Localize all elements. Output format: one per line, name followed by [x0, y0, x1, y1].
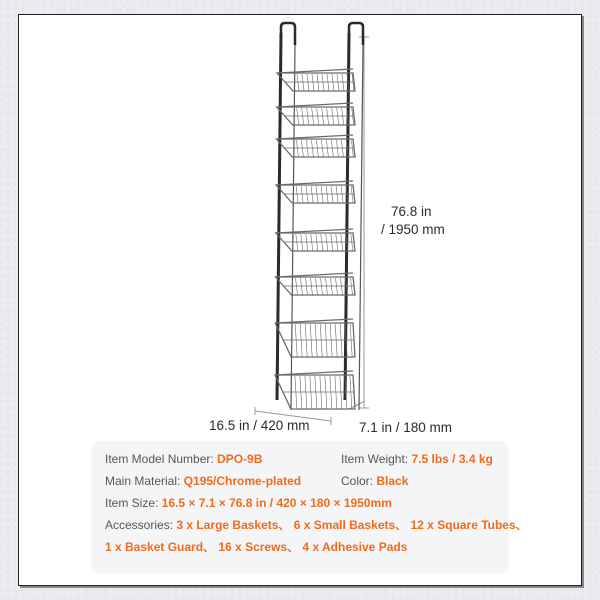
- spec-row-color: [341, 473, 408, 489]
- spec-row-material: [105, 473, 301, 489]
- product-card: [18, 14, 582, 586]
- width-label: 16.5 in / 420 mm: [209, 418, 310, 433]
- accessories-line-2: 1 x Basket Guard、 16 x Screws、 4 x Adhesive Pads: [105, 540, 408, 554]
- height-label-mm: / 1950 mm: [381, 222, 445, 237]
- baskets-group: [275, 69, 355, 409]
- material-label: Main Material:: [105, 474, 181, 488]
- spec-row-model: [105, 451, 262, 467]
- spec-row-accessories: [105, 517, 528, 533]
- basket: [276, 181, 355, 203]
- basket: [275, 371, 355, 409]
- spec-panel: [91, 441, 528, 573]
- weight-label: Item Weight:: [341, 452, 409, 466]
- basket: [276, 135, 355, 157]
- color-value: Black: [376, 474, 409, 488]
- model-value: DPO-9B: [217, 452, 263, 466]
- accessories-label: Accessories:: [105, 518, 174, 532]
- depth-label: 7.1 in / 180 mm: [359, 420, 453, 435]
- size-label: Item Size:: [105, 496, 159, 510]
- product-illustration: [19, 15, 583, 435]
- weight-value: 7.5 lbs / 3.4 kg: [411, 452, 493, 466]
- size-value: 16.5 × 7.1 × 76.8 in / 420 × 180 × 1950mm: [161, 496, 392, 510]
- spec-row-weight: [341, 451, 493, 467]
- rack-frame: [277, 23, 363, 410]
- basket: [275, 319, 355, 357]
- accessories-line-1: 3 x Large Baskets、 6 x Small Baskets、 12 x Square Tubes、: [176, 518, 528, 532]
- basket: [277, 103, 355, 125]
- color-label: Color:: [341, 474, 374, 488]
- model-label: Item Model Number:: [105, 452, 214, 466]
- height-label-in: 76.8 in: [391, 204, 432, 219]
- basket: [277, 69, 355, 91]
- spec-row-size: [105, 495, 392, 511]
- over-door-rack-icon: [19, 15, 583, 435]
- spec-row-accessories-cont: [105, 539, 407, 555]
- basket: [276, 229, 355, 251]
- material-value: Q195/Chrome-plated: [183, 474, 302, 488]
- basket: [276, 273, 356, 295]
